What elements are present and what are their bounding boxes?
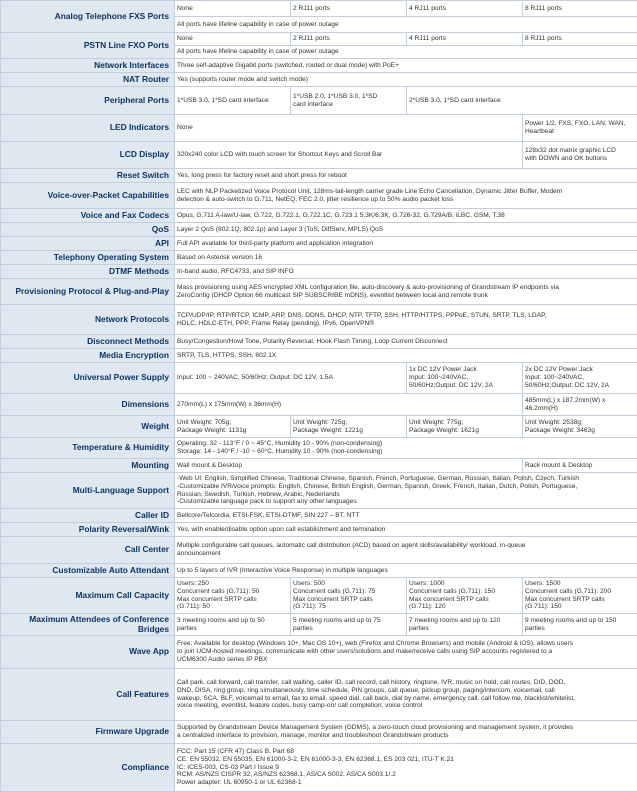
spec-row: [1, 305, 637, 335]
spec-value-line: Max concurrent SRTP calls: [409, 596, 520, 604]
spec-value-line: Opus, G.711 A-law/U-law, G.722, G.722.1, G.722.1C, G.723.1 5.3K/6.3K, G.726-32, G.729A/B, iLBC, GSM, T.38: [177, 212, 635, 220]
spec-row: [1, 59, 637, 73]
spec-label: Compliance: [1, 744, 175, 792]
spec-value-line: 1*USB 3.0, 1*SD card interface: [177, 97, 288, 105]
spec-label: Voice and Fax Codecs: [1, 209, 175, 223]
spec-table-body: [1, 1, 637, 792]
spec-value: [175, 115, 523, 142]
spec-value-line: Busy/Congestion/Howl Tone, Polarity Reversal, Hook Flash Timing, Loop Current Disconnect: [177, 338, 635, 346]
spec-value-line: (G.711): 120: [409, 603, 520, 611]
spec-value-line: 7 meeting rooms and up to 120: [409, 617, 520, 625]
spec-row: [1, 614, 637, 636]
spec-value-line: None: [177, 124, 520, 132]
spec-value-line: Package Weight: 3463g: [525, 427, 635, 435]
spec-value-line: detection & auto-switch to G.711, NetEQ, FEC 2.0, jitter resilience up to 50% audio packet loss: [177, 196, 635, 204]
spec-value-line: -Web UI: English, Simplified Chinese, Traditional Chinese, Spanish, French, Portuguese, German, Russian, Italian, Polish, Czech, Turkish: [177, 475, 635, 483]
spec-value: [291, 416, 407, 438]
spec-value: [175, 509, 637, 523]
spec-value: [175, 87, 291, 115]
spec-value: [523, 1, 637, 17]
spec-value-line: Storage: 14 - 140°F / -10 ~ 60°C, Humidity 10 - 90% (non-condensing): [177, 448, 635, 456]
spec-value-line: 1x DC 12V Power Jack: [409, 366, 520, 374]
spec-value-line: 485mm(L) x 187.2mm(W) x: [525, 397, 635, 405]
spec-label: Weight: [1, 416, 175, 438]
spec-value-line: a centralized interface to provision, manage, monitor and troubleshoot Grandstream products: [177, 732, 635, 740]
spec-row: [1, 223, 637, 237]
spec-value-line: Max concurrent SRTP calls: [293, 596, 404, 604]
spec-label: LED Indicators: [1, 115, 175, 142]
spec-value: [291, 33, 407, 46]
spec-label: Network Protocols: [1, 305, 175, 335]
spec-value: [175, 669, 637, 721]
spec-value: [523, 459, 637, 473]
spec-value-line: Free; Available for desktop (Windows 10+, Mac OS 10+), web (Firefox and Chrome Browsers) and mobile (Android & iOS), allows users: [177, 640, 635, 648]
spec-value-line: Max concurrent SRTP calls: [525, 596, 635, 604]
spec-value-line: Input: 100~240VAC,: [525, 374, 635, 382]
spec-value-line: IC: ICES-003, CS-03 Part I Issue 9: [177, 764, 635, 772]
spec-value-line: Yes, with enable/disable option upon call establishment and termination: [177, 526, 635, 534]
spec-value: [523, 115, 637, 142]
spec-value-line: 2*USB 3.0, 1*SD card interface: [409, 97, 635, 105]
spec-row: [1, 142, 637, 169]
spec-value-line: Package Weight: 1621g: [409, 427, 520, 435]
spec-value: [175, 33, 291, 46]
spec-value-line: RCM: AS/NZS CISPR 32, AS/NZS 62368.1, AS/CA S002, AS/CA S003.1/.2: [177, 771, 635, 779]
spec-value: [407, 33, 523, 46]
spec-value-line: 46.2mm(H): [525, 405, 635, 413]
spec-value: [291, 578, 407, 614]
spec-value-line: 4 RJ11 ports: [409, 35, 520, 43]
spec-value: [175, 523, 637, 537]
spec-label: LCD Display: [1, 142, 175, 169]
spec-value-line: Max concurrent SRTP calls: [177, 596, 288, 604]
spec-value: [175, 721, 637, 744]
spec-value-line: Unit Weight: 2538g;: [525, 419, 635, 427]
spec-value-line: 4 RJ11 ports: [409, 5, 520, 13]
spec-value: [175, 349, 637, 363]
spec-label: Reset Switch: [1, 169, 175, 183]
spec-value-line: (G.711): 150: [525, 603, 635, 611]
spec-label: Universal Power Supply: [1, 363, 175, 394]
spec-label: API: [1, 237, 175, 251]
spec-label: QoS: [1, 223, 175, 237]
spec-value: [175, 59, 637, 73]
spec-label: Media Encryption: [1, 349, 175, 363]
spec-value-line: (G.711): 50: [177, 603, 288, 611]
spec-value-line: Supported by Grandstream Device Management System (GDMS), a zero-touch cloud provisioning and management system, it provides: [177, 724, 635, 732]
spec-label: Firmware Upgrade: [1, 721, 175, 744]
spec-value-line: Multiple configurable call queues, automatic call distribution (ACD) based on agent skills/availability/ workload, in-queue: [177, 542, 635, 550]
spec-label: Customizable Auto Attendant: [1, 564, 175, 578]
spec-row: [1, 578, 637, 614]
spec-value-line: -Customizable IVR/voice prompts: English, Chinese, British English, German, Spanish, Greek, French, Italian, Dutch, Polish, Portuguese,: [177, 483, 635, 491]
spec-value-line: Concurrent calls (G.711): 50: [177, 588, 288, 596]
spec-value-line: Yes, long press for factory reset and short press for reboot: [177, 172, 635, 180]
spec-row: [1, 523, 637, 537]
spec-value-line: Concurrent calls (G.711): 75: [293, 588, 404, 596]
spec-row: [1, 438, 637, 459]
spec-label: Telephony Operating System: [1, 251, 175, 265]
spec-label: Disconnect Methods: [1, 335, 175, 349]
spec-value-line: Unit Weight: 705g;: [177, 419, 288, 427]
spec-row: [1, 1, 637, 17]
spec-value: [175, 537, 637, 564]
spec-row: [1, 87, 637, 115]
spec-value: [175, 614, 291, 636]
spec-row: [1, 169, 637, 183]
spec-label: Caller ID: [1, 509, 175, 523]
spec-value-line: 2 RJ11 ports: [293, 35, 404, 43]
spec-value-line: parties: [293, 625, 404, 633]
spec-row: [1, 265, 637, 279]
spec-row: [1, 416, 637, 438]
spec-value: [523, 394, 637, 416]
spec-value: [291, 614, 407, 636]
spec-row: [1, 349, 637, 363]
spec-value-line: Call park, call forward, call transfer, call waiting, caller ID, call record, call history, ringtone, IVR, music on hold, call routes, DID, DOD,: [177, 679, 635, 687]
spec-label: DTMF Methods: [1, 265, 175, 279]
spec-value-line: 128x32 dot matrix graphic LCD: [525, 147, 635, 155]
spec-value: [291, 87, 407, 115]
spec-value-line: Heartbeat: [525, 128, 635, 136]
spec-value: [523, 363, 637, 394]
spec-value-line: 320x240 color LCD with touch screen for Shortcut Keys and Scroll Bar: [177, 151, 520, 159]
spec-value: [175, 209, 637, 223]
spec-value-line: Layer 2 QoS (802.1Q, 802.1p) and Layer 3 (ToS, DiffServ, MPLS) QoS: [177, 226, 635, 234]
spec-row: [1, 237, 637, 251]
spec-value: [523, 614, 637, 636]
spec-label: PSTN Line FXO Ports: [1, 33, 175, 59]
spec-row: [1, 363, 637, 394]
spec-value-line: Users: 250: [177, 580, 288, 588]
spec-row: [1, 209, 637, 223]
spec-row: [1, 73, 637, 87]
spec-value-line: Input: 100 ~ 240VAC, 50/60Hz; Output: DC 12V, 1.5A: [177, 374, 404, 382]
spec-label: Maximum Attendees of Conference Bridges: [1, 614, 175, 636]
spec-value-line: ZeroConfig (DHCP Option 66 multicast SIP SUBSCRIBE mDNS), eventlist between local and remote trunk: [177, 292, 635, 300]
spec-value-line: Operating: 32 - 113°F / 0 ~ 45°C, Humidity 10 - 90% (non-condensing): [177, 440, 635, 448]
spec-value-line: Users: 1000: [409, 580, 520, 588]
spec-value-line: Unit Weight: 775g;: [409, 419, 520, 427]
spec-value-line: UCM6300 Audio series IP PBX: [177, 656, 635, 664]
spec-value: [175, 279, 637, 305]
spec-value: [175, 305, 637, 335]
spec-value: [175, 142, 523, 169]
spec-value-line: None: [177, 35, 288, 43]
spec-value-line: Bellcore/Telcordia, ETSI-FSK, ETSI-DTMF, SIN 227 – BT, NTT: [177, 512, 635, 520]
spec-label: Wave App: [1, 636, 175, 669]
spec-row: [1, 251, 637, 265]
spec-value: [291, 1, 407, 17]
spec-value-line: Users: 1500: [525, 580, 635, 588]
spec-value-line: card interface: [293, 101, 404, 109]
spec-value-line: TCP/UDP/IP, RTP/RTCP, ICMP, ARP, DNS, DDNS, DHCP, NTP, TFTP, SSH, HTTP/HTTPS, PPPoE, STUN, SRTP, TLS, LDAP,: [177, 312, 635, 320]
spec-value: [175, 578, 291, 614]
spec-value-line: 8 RJ11 ports: [525, 5, 635, 13]
spec-value: [175, 394, 523, 416]
spec-value-line: All ports have lifeline capability in case of power outage: [177, 21, 635, 29]
spec-value: [175, 459, 523, 473]
spec-value-line: Package Weight: 1221g: [293, 427, 404, 435]
spec-value-line: -Customizable language pack to support any other languages: [177, 498, 635, 506]
spec-row: [1, 537, 637, 564]
spec-value-line: with DOWN and OK buttons: [525, 155, 635, 163]
spec-value-line: FCC: Part 15 (CFR 47) Class B, Part 68: [177, 748, 635, 756]
spec-value-line: 8 RJ11 ports: [525, 35, 635, 43]
spec-row: [1, 509, 637, 523]
spec-value: [523, 416, 637, 438]
spec-value-line: Mass provisioning using AES encrypted XML configuration file, auto-discovery & auto-provisioning of Grandstream IP endpoints via: [177, 284, 635, 292]
spec-value-line: voice meeting, eventlist, feature codes, busy camp-on/ call completion, voice control: [177, 702, 635, 710]
spec-value-line: Concurrent calls (G.711): 150: [409, 588, 520, 596]
spec-label: Network Interfaces: [1, 59, 175, 73]
spec-label: Temperature & Humidity: [1, 438, 175, 459]
spec-value-line: 50/60Hz;Output: DC 12V, 2A: [525, 382, 635, 390]
spec-value: [175, 223, 637, 237]
spec-value-line: parties: [409, 625, 520, 633]
spec-value-line: HDLC, HDLC-ETH, PPP, Frame Relay (pending), IPv6, OpenVPN®: [177, 320, 635, 328]
spec-value: [175, 237, 637, 251]
spec-value-line: Package Weight: 1131g: [177, 427, 288, 435]
spec-value: [175, 46, 637, 59]
spec-value: [175, 1, 291, 17]
spec-value-line: parties: [525, 625, 635, 633]
spec-value-line: Up to 5 layers of IVR (Interactive Voice Response) in multiple languages: [177, 567, 635, 575]
spec-label: Analog Telephone FXS Ports: [1, 1, 175, 33]
spec-value: [175, 438, 637, 459]
spec-value-line: 5 meeting rooms and up to 75: [293, 617, 404, 625]
spec-value: [407, 87, 637, 115]
spec-value-line: 2 RJ11 ports: [293, 5, 404, 13]
spec-label: Peripheral Ports: [1, 87, 175, 115]
spec-row: [1, 721, 637, 744]
spec-value-line: Based on Asterisk version 16: [177, 254, 635, 262]
spec-value: [407, 1, 523, 17]
spec-value: [407, 578, 523, 614]
spec-label: Maximum Call Capacity: [1, 578, 175, 614]
spec-value: [523, 142, 637, 169]
spec-value-line: 2x DC 12V Power Jack: [525, 366, 635, 374]
spec-value-line: 9 meeting rooms and up to 150: [525, 617, 635, 625]
spec-label: Voice-over-Packet Capabilities: [1, 183, 175, 209]
spec-value-line: LEC with NLP Packetized Voice Protocol Unit, 128ms-tail-length carrier grade Line Echo Cancellation, Dynamic Jitter Buffer, Modem: [177, 188, 635, 196]
spec-value-line: None: [177, 5, 288, 13]
spec-row: [1, 335, 637, 349]
spec-value: [175, 251, 637, 265]
spec-value-line: Wall mount & Desktop: [177, 462, 520, 470]
spec-value-line: CE: EN 55032, EN 55035, EN 61000-3-2, EN 61000-3-3, EN 62368.1, ES 203 021, ITU-T K.21: [177, 756, 635, 764]
spec-value: [175, 169, 637, 183]
spec-value: [175, 636, 637, 669]
spec-value-line: Unit Weight: 725g;: [293, 419, 404, 427]
spec-value-line: to join UCM-hosted meetings, communicate with other users/solutions and make/receive calls using SIP accounts registered to a: [177, 648, 635, 656]
spec-value-line: Power adapter: UL 60950-1 or UL 62368-1: [177, 779, 635, 787]
spec-row: [1, 564, 637, 578]
spec-value-line: Concurrent calls (G.711): 200: [525, 588, 635, 596]
spec-label: Polarity Reversal/Wink: [1, 523, 175, 537]
spec-value: [175, 73, 637, 87]
spec-row: [1, 636, 637, 669]
spec-value: [175, 363, 407, 394]
spec-row: [1, 669, 637, 721]
spec-value: [175, 17, 637, 33]
spec-value-line: Users: 500: [293, 580, 404, 588]
spec-value-line: Full API available for third-party platform and application integration: [177, 240, 635, 248]
spec-value-line: 270mm(L) x 175mm(W) x 36mm(H): [177, 401, 520, 409]
spec-value: [175, 473, 637, 509]
spec-value-line: SRTP, TLS, HTTPS, SSH, 802.1X: [177, 352, 635, 360]
spec-value: [523, 33, 637, 46]
spec-row: [1, 33, 637, 46]
spec-value: [407, 614, 523, 636]
spec-value-line: 3 meeting rooms and up to 50: [177, 617, 288, 625]
spec-value: [175, 416, 291, 438]
spec-value: [175, 564, 637, 578]
spec-value-line: 50/60Hz;Output: DC 12V, 2A: [409, 382, 520, 390]
spec-label: Multi-Language Support: [1, 473, 175, 509]
spec-row: [1, 459, 637, 473]
spec-label: NAT Router: [1, 73, 175, 87]
spec-value: [175, 183, 637, 209]
spec-row: [1, 473, 637, 509]
spec-value: [407, 416, 523, 438]
spec-label: Mounting: [1, 459, 175, 473]
spec-value-line: 1*USB 2.0, 1*USB 3.0, 1*SD: [293, 93, 404, 101]
spec-label: Call Features: [1, 669, 175, 721]
spec-value: [175, 335, 637, 349]
spec-value-line: All ports have lifeline capability in case of power outage: [177, 48, 635, 56]
spec-label: Call Center: [1, 537, 175, 564]
spec-value-line: DND, DISA, ring group, ring simultaneously, time schedule, PIN groups, call queue, pickup group, paging/intercom, voicemail, call: [177, 687, 635, 695]
spec-row: [1, 115, 637, 142]
spec-value-line: Rack mount & Desktop: [525, 462, 635, 470]
spec-label: Dimensions: [1, 394, 175, 416]
spec-value-line: Three self-adaptive Gigabit ports (switched, routed or dual mode) with PoE+: [177, 62, 635, 70]
spec-value: [175, 265, 637, 279]
spec-value-line: (G.711): 75: [293, 603, 404, 611]
spec-value-line: Input: 100~240VAC,: [409, 374, 520, 382]
spec-value-line: wakeup, SCA, BLF, voicemail to email, fax to email, speed dial, call back, dial by name, emergency call, call follow me, blacklist/whitelist,: [177, 695, 635, 703]
spec-label: Provisioning Protocol & Plug-and-Play: [1, 279, 175, 305]
spec-row: [1, 279, 637, 305]
spec-value-line: Russian, Swedish, Turkish, Hebrew, Arabic, Nederlands: [177, 491, 635, 499]
spec-value-line: Power 1/2, FXS, FXO, LAN, WAN,: [525, 120, 635, 128]
spec-row: [1, 183, 637, 209]
spec-row: [1, 394, 637, 416]
spec-value-line: In-band audio, RFC4733, and SIP INFO: [177, 268, 635, 276]
spec-value: [523, 578, 637, 614]
spec-value-line: announcement: [177, 550, 635, 558]
spec-value-line: parties: [177, 625, 288, 633]
spec-value-line: Yes (supports router mode and switch mode): [177, 76, 635, 84]
spec-value: [407, 363, 523, 394]
